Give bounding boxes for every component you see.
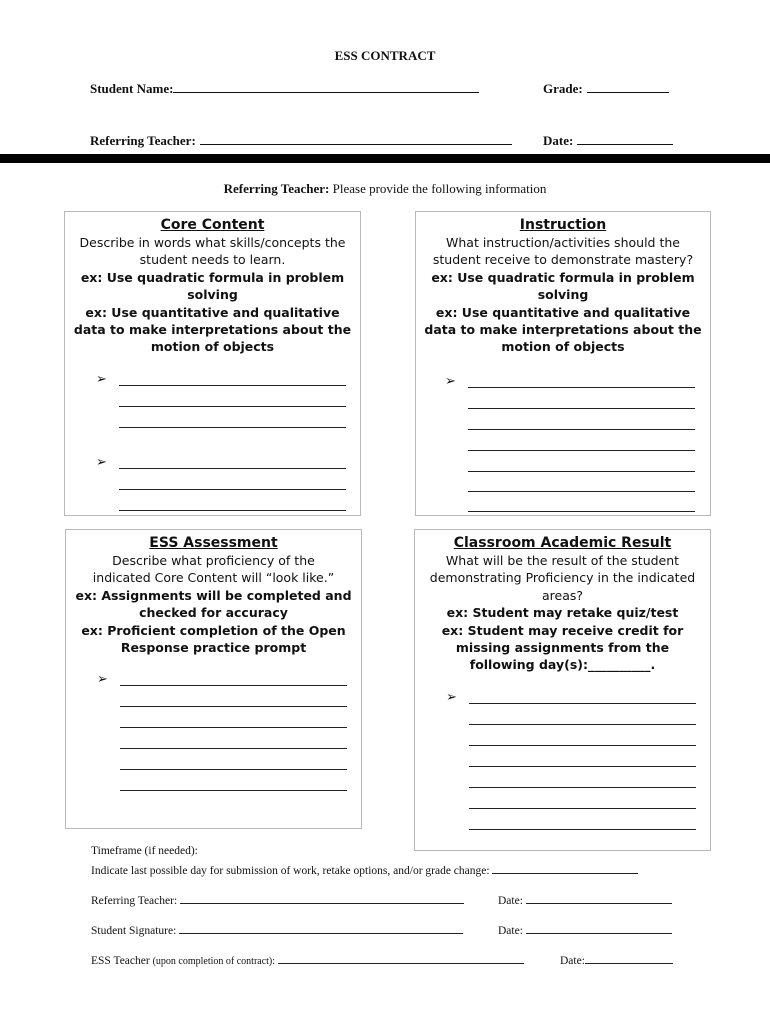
core-content-box: [64, 211, 361, 516]
ess-teacher-date-field[interactable]: [585, 954, 673, 964]
intro-bold: Referring Teacher:: [223, 181, 330, 196]
referring-teacher-field[interactable]: [200, 135, 512, 145]
referring-teacher-row: [90, 132, 512, 150]
student-name-row: [90, 80, 479, 98]
ess-assessment-example-1: ex: Assignments will be completed and checked for accuracy: [75, 587, 352, 621]
classroom-result-example-2: ex: Student may receive credit for missing assignments from the following day(s):__________.: [441, 622, 684, 673]
ess-assessment-description: Describe what proficiency of the indicated Core Content will “look like.”: [92, 553, 335, 586]
instruction-line[interactable]: [468, 450, 695, 451]
indicate-label: Indicate last possible day for submission of work, retake options, and/or grade change:: [91, 865, 490, 877]
classroom-result-line[interactable]: [469, 703, 696, 704]
ess-assessment-line[interactable]: [120, 685, 347, 686]
instruction-line[interactable]: [468, 408, 695, 409]
core-content-line[interactable]: [119, 489, 346, 490]
core-content-example-1: ex: Use quadratic formula in problem solving: [80, 269, 345, 303]
core-content-line[interactable]: [119, 406, 346, 407]
ess-teacher-signature-field[interactable]: [278, 954, 524, 964]
ess-assessment-line[interactable]: [120, 727, 347, 728]
classroom-result-example-1: ex: Student may retake quiz/test: [446, 605, 679, 621]
referring-teacher-date-field[interactable]: [526, 894, 672, 904]
deadline-field[interactable]: [492, 864, 638, 874]
instruction-title: Instruction: [519, 217, 607, 233]
classroom-result-title: Classroom Academic Result: [453, 535, 672, 551]
footer-date-row-2: [498, 924, 672, 937]
instruction-line[interactable]: [468, 491, 695, 492]
grade-row: [543, 80, 669, 98]
classroom-result-line[interactable]: [469, 745, 696, 746]
bullet-arrow-icon: ➢: [446, 689, 457, 704]
ess-teacher-label: ESS Teacher: [91, 955, 150, 967]
intro-text: Please provide the following information: [329, 181, 547, 196]
bullet-arrow-icon: ➢: [96, 454, 107, 469]
ess-assessment-line[interactable]: [120, 748, 347, 749]
classroom-result-line[interactable]: [469, 724, 696, 725]
ess-teacher-note: (upon completion of contract):: [152, 956, 276, 967]
classroom-result-line[interactable]: [469, 787, 696, 788]
referring-teacher-label: Referring Teacher:: [90, 133, 196, 148]
instruction-example-2: ex: Use quantitative and qualitative data to make interpretations about the motion of objects: [424, 304, 702, 355]
ess-assessment-example-2: ex: Proficient completion of the Open Response practice prompt: [81, 622, 346, 656]
ess-assessment-line[interactable]: [120, 769, 347, 770]
student-date-field[interactable]: [526, 924, 672, 934]
student-signature-label: Student Signature:: [91, 925, 177, 937]
instruction-line[interactable]: [468, 471, 695, 472]
ess-assessment-line[interactable]: [120, 706, 347, 707]
grade-field[interactable]: [587, 83, 669, 93]
student-signature-field[interactable]: [179, 924, 463, 934]
student-signature-row: [91, 924, 463, 937]
classroom-result-description: What will be the result of the student demonstrating Proficiency in the indicated areas?: [429, 553, 696, 603]
instruction-description: What instruction/activities should the student receive to demonstrate mastery?: [432, 235, 694, 268]
core-content-description: Describe in words what skills/concepts the student needs to learn.: [79, 235, 346, 268]
instruction-line[interactable]: [468, 429, 695, 430]
footer-referring-teacher-row: [91, 894, 464, 907]
classroom-result-box: [414, 529, 711, 851]
student-name-field[interactable]: [173, 83, 479, 93]
ess-assessment-line[interactable]: [120, 790, 347, 791]
date-row: [543, 132, 673, 150]
page-title: ESS CONTRACT: [334, 48, 436, 63]
date-label: Date:: [543, 133, 574, 148]
header-divider: [0, 154, 770, 163]
footer-date-label: Date:: [498, 895, 523, 907]
classroom-result-line[interactable]: [469, 829, 696, 830]
bullet-arrow-icon: ➢: [97, 671, 108, 686]
date-field[interactable]: [577, 135, 673, 145]
core-content-title: Core Content: [160, 217, 265, 233]
timeframe-label: Timeframe (if needed):: [91, 845, 198, 857]
footer-date-label: Date:: [560, 955, 585, 967]
bullet-arrow-icon: ➢: [445, 373, 456, 388]
intro-line: [0, 181, 770, 197]
bullet-arrow-icon: ➢: [96, 371, 107, 386]
footer-date-row-3: [560, 954, 673, 967]
instruction-example-1: ex: Use quadratic formula in problem solving: [431, 269, 695, 303]
ess-teacher-row: [91, 954, 524, 967]
core-content-line[interactable]: [119, 427, 346, 428]
core-content-line[interactable]: [119, 385, 346, 386]
ess-assessment-title: ESS Assessment: [149, 535, 278, 551]
core-content-line[interactable]: [119, 468, 346, 469]
footer-date-row-1: [498, 894, 672, 907]
instruction-line[interactable]: [468, 387, 695, 388]
student-name-label: Student Name:: [90, 81, 174, 96]
classroom-result-line[interactable]: [469, 808, 696, 809]
ess-assessment-box: [65, 529, 362, 829]
core-content-line[interactable]: [119, 510, 346, 511]
referring-teacher-signature-field[interactable]: [180, 894, 464, 904]
core-content-example-2: ex: Use quantitative and qualitative data to make interpretations about the motion of objects: [73, 304, 352, 355]
footer-date-label: Date:: [498, 925, 523, 937]
classroom-result-line[interactable]: [469, 766, 696, 767]
instruction-line[interactable]: [468, 511, 695, 512]
footer-referring-teacher-label: Referring Teacher:: [91, 895, 178, 907]
indicate-row: [91, 864, 638, 877]
grade-label: Grade:: [543, 81, 583, 96]
